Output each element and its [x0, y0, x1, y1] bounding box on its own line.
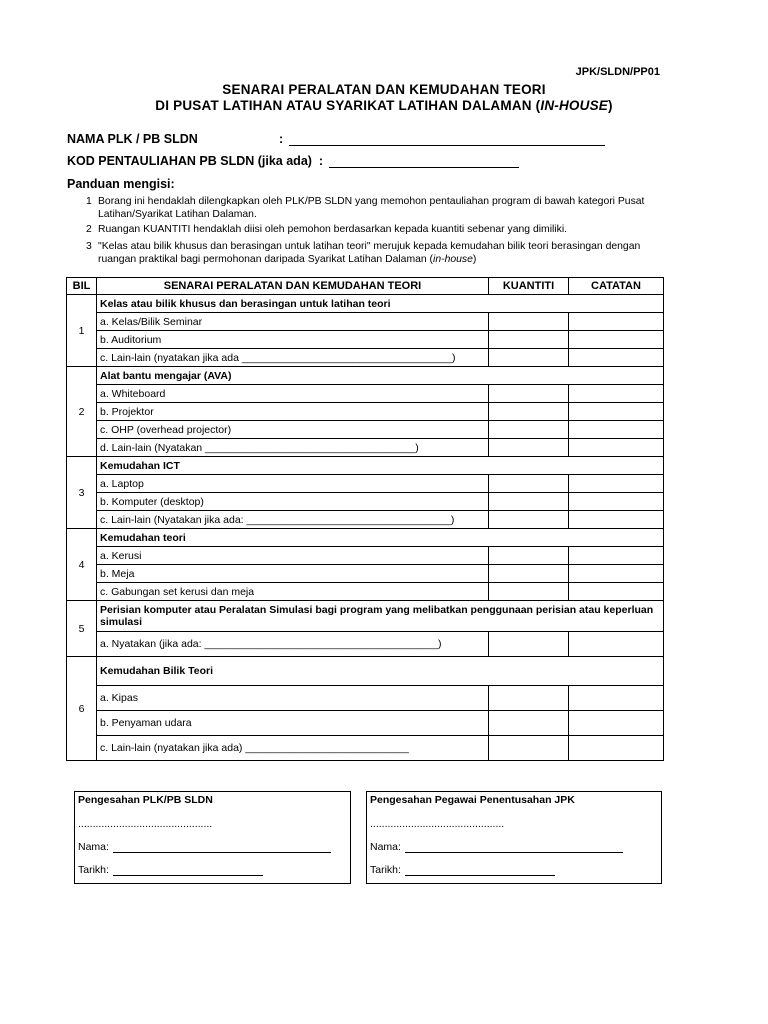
- item-cell: c. OHP (overhead projector): [97, 421, 489, 439]
- kuantiti-cell[interactable]: [489, 421, 569, 439]
- nama-label: Nama:: [370, 841, 401, 853]
- item-cell: a. Whiteboard: [97, 385, 489, 403]
- table-row: [67, 439, 664, 457]
- table-row: [67, 711, 664, 736]
- kuantiti-cell[interactable]: [489, 565, 569, 583]
- table-row: [67, 295, 664, 313]
- catatan-cell[interactable]: [569, 331, 664, 349]
- catatan-cell[interactable]: [569, 547, 664, 565]
- catatan-cell[interactable]: [569, 711, 664, 736]
- item-cell: b. Penyaman udara: [97, 711, 489, 736]
- tarikh-row: [370, 864, 555, 876]
- title-line2-italic: IN-HOUSE: [540, 98, 608, 113]
- catatan-cell[interactable]: [569, 511, 664, 529]
- form-title-line1: SENARAI PERALATAN DAN KEMUDAHAN TEORI: [222, 82, 546, 97]
- nama-plk-separator: :: [279, 132, 284, 146]
- header-catatan: CATATAN: [569, 278, 664, 295]
- item-cell: c. Lain-lain (nyatakan jika ada) ____________________________: [97, 736, 489, 761]
- tarikh-label: Tarikh:: [78, 864, 109, 876]
- kuantiti-cell[interactable]: [489, 511, 569, 529]
- kuantiti-cell[interactable]: [489, 686, 569, 711]
- table-row: [67, 583, 664, 601]
- category-cell: Perisian komputer atau Peralatan Simulasi bagi program yang melibatkan penggunaan perisian atau keperluan simulasi: [97, 601, 664, 632]
- table-row: [67, 313, 664, 331]
- table-row: [67, 632, 664, 657]
- catatan-cell[interactable]: [569, 493, 664, 511]
- note-text-start: "Kelas atau bilik khusus dan berasingan untuk latihan teori" merujuk kepada kemudahan bilik teori berasingan dengan ruangan praktikal bagi permohonan daripada Syarikat Latihan Dalaman (: [98, 241, 641, 265]
- note-text: Ruangan KUANTITI hendaklah diisi oleh pemohon berdasarkan kepada kuantiti sebenar yang dimiliki.: [98, 224, 568, 235]
- kuantiti-cell[interactable]: [489, 711, 569, 736]
- kuantiti-cell[interactable]: [489, 632, 569, 657]
- catatan-cell[interactable]: [569, 632, 664, 657]
- catatan-cell[interactable]: [569, 313, 664, 331]
- kuantiti-cell[interactable]: [489, 331, 569, 349]
- tarikh-label: Tarikh:: [370, 864, 401, 876]
- note-number: 1: [86, 196, 92, 207]
- header-senarai: SENARAI PERALATAN DAN KEMUDAHAN TEORI: [97, 278, 489, 295]
- table-row: [67, 403, 664, 421]
- nama-plk-field: [67, 132, 605, 146]
- pengesahan-plk-box: [74, 791, 351, 884]
- note-text-italic: in-house: [433, 254, 473, 265]
- category-cell: Kemudahan Bilik Teori: [97, 657, 664, 686]
- title-line2-start: DI PUSAT LATIHAN ATAU SYARIKAT LATIHAN DALAMAN (: [155, 98, 541, 113]
- form-title-line2: [0, 98, 768, 113]
- bil-cell: 3: [67, 457, 97, 529]
- equipment-table: [66, 277, 664, 761]
- table-row: [67, 657, 664, 686]
- note-text: Borang ini hendaklah dilengkapkan oleh PLK/PB SLDN yang memohon pentauliahan program di bawah kategori Pusat Latihan/Syarikat Latihan Dalaman.: [98, 196, 645, 220]
- kuantiti-cell[interactable]: [489, 475, 569, 493]
- bil-cell: 4: [67, 529, 97, 601]
- item-cell: a. Kipas: [97, 686, 489, 711]
- catatan-cell[interactable]: [569, 583, 664, 601]
- catatan-cell[interactable]: [569, 736, 664, 761]
- table-row: [67, 457, 664, 475]
- table-row: [67, 367, 664, 385]
- note-text: [98, 240, 678, 266]
- category-cell: Kemudahan ICT: [97, 457, 664, 475]
- note-number: 2: [86, 224, 92, 235]
- nama-row: [78, 841, 331, 853]
- category-cell: Kelas atau bilik khusus dan berasingan untuk latihan teori: [97, 295, 664, 313]
- kuantiti-cell[interactable]: [489, 736, 569, 761]
- nama-plk-label: NAMA PLK / PB SLDN: [67, 132, 198, 146]
- bil-cell: 1: [67, 295, 97, 367]
- kuantiti-cell[interactable]: [489, 349, 569, 367]
- nama-input-line[interactable]: [113, 843, 331, 853]
- item-cell: d. Lain-lain (Nyatakan ____________________________________): [97, 439, 489, 457]
- table-row: [67, 331, 664, 349]
- kod-pentauliahan-separator: :: [318, 154, 324, 168]
- catatan-cell[interactable]: [569, 565, 664, 583]
- table-row: [67, 385, 664, 403]
- catatan-cell[interactable]: [569, 439, 664, 457]
- kuantiti-cell[interactable]: [489, 493, 569, 511]
- item-cell: b. Meja: [97, 565, 489, 583]
- form-reference-code: JPK/SLDN/PP01: [575, 66, 660, 78]
- catatan-cell[interactable]: [569, 475, 664, 493]
- item-cell: a. Laptop: [97, 475, 489, 493]
- bil-cell: 5: [67, 601, 97, 657]
- nama-label: Nama:: [78, 841, 109, 853]
- kod-pentauliahan-input-line[interactable]: [329, 156, 519, 168]
- item-cell: a. Kelas/Bilik Seminar: [97, 313, 489, 331]
- kuantiti-cell[interactable]: [489, 313, 569, 331]
- item-cell: c. Lain-lain (nyatakan jika ada ____________________________________): [97, 349, 489, 367]
- kuantiti-cell[interactable]: [489, 439, 569, 457]
- note-text-end: ): [472, 254, 477, 265]
- table-row: [67, 475, 664, 493]
- tarikh-row: [78, 864, 263, 876]
- pengesahan-plk-heading: Pengesahan PLK/PB SLDN: [78, 794, 213, 806]
- pengesahan-jpk-box: [366, 791, 662, 884]
- item-cell: c. Gabungan set kerusi dan meja: [97, 583, 489, 601]
- catatan-cell[interactable]: [569, 686, 664, 711]
- kuantiti-cell[interactable]: [489, 583, 569, 601]
- catatan-cell[interactable]: [569, 403, 664, 421]
- table-row: [67, 547, 664, 565]
- note-number: 3: [86, 241, 92, 252]
- item-cell: b. Projektor: [97, 403, 489, 421]
- signature-dots[interactable]: ..............................................: [78, 818, 213, 830]
- item-cell: b. Auditorium: [97, 331, 489, 349]
- item-cell: a. Kerusi: [97, 547, 489, 565]
- kod-pentauliahan-field: [67, 154, 519, 168]
- title-line2-end: ): [607, 98, 613, 113]
- item-cell: c. Lain-lain (Nyatakan jika ada: ___________________________________): [97, 511, 489, 529]
- header-bil: BIL: [67, 278, 97, 295]
- pengesahan-jpk-heading: Pengesahan Pegawai Penentusahan JPK: [370, 794, 575, 806]
- category-cell: Alat bantu mengajar (AVA): [97, 367, 664, 385]
- bil-cell: 2: [67, 367, 97, 457]
- table-row: [67, 686, 664, 711]
- catatan-cell[interactable]: [569, 385, 664, 403]
- catatan-cell[interactable]: [569, 349, 664, 367]
- kuantiti-cell[interactable]: [489, 547, 569, 565]
- kod-pentauliahan-label: KOD PENTAULIAHAN PB SLDN (jika ada): [67, 154, 312, 168]
- kuantiti-cell[interactable]: [489, 403, 569, 421]
- item-cell: a. Nyatakan (jika ada: ________________________________________): [97, 632, 489, 657]
- table-row: [67, 736, 664, 761]
- table-row: [67, 349, 664, 367]
- table-header-row: [67, 278, 664, 295]
- tarikh-input-line[interactable]: [113, 866, 263, 876]
- table-row: [67, 529, 664, 547]
- nama-input-line[interactable]: [405, 843, 623, 853]
- table-row: [67, 601, 664, 632]
- catatan-cell[interactable]: [569, 421, 664, 439]
- kuantiti-cell[interactable]: [489, 385, 569, 403]
- table-row: [67, 511, 664, 529]
- category-cell: Kemudahan teori: [97, 529, 664, 547]
- signature-dots[interactable]: ..............................................: [370, 818, 505, 830]
- table-row: [67, 493, 664, 511]
- nama-row: [370, 841, 623, 853]
- header-kuantiti: KUANTITI: [489, 278, 569, 295]
- tarikh-input-line[interactable]: [405, 866, 555, 876]
- table-row: [67, 421, 664, 439]
- nama-plk-input-line[interactable]: [289, 134, 605, 146]
- panduan-heading: Panduan mengisi:: [67, 177, 175, 191]
- table-row: [67, 565, 664, 583]
- bil-cell: 6: [67, 657, 97, 761]
- item-cell: b. Komputer (desktop): [97, 493, 489, 511]
